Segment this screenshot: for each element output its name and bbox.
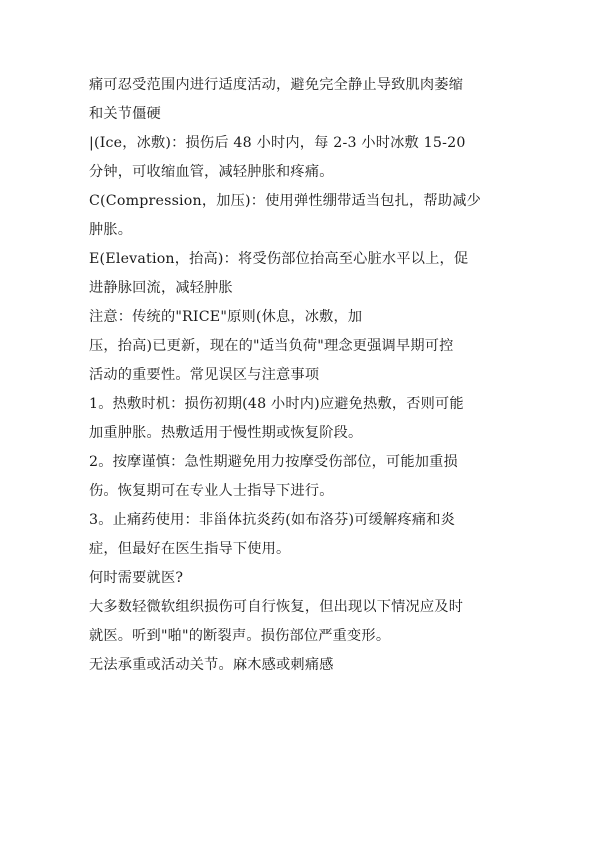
text-line: 无法承重或活动关节。麻木感或刺痛感 bbox=[89, 657, 334, 673]
text-line: 活动的重要性。常见误区与注意事项 bbox=[89, 367, 320, 383]
text-line: 进静脉回流，减轻肿胀 bbox=[89, 280, 233, 296]
text-line: E(Elevation，抬高)：将受伤部位抬高至心脏水平以上，促 bbox=[89, 251, 469, 267]
text-line: 痛可忍受范围内进行适度活动，避免完全静止导致肌肉萎缩 bbox=[89, 77, 464, 93]
text-line: 注意：传统的"RICE"原则(休息，冰敷，加 bbox=[89, 309, 363, 325]
text-line: |(Ice，冰敷)：损伤后 48 小时内，每 2-3 小时冰敷 15-20 bbox=[89, 135, 466, 151]
text-line: 大多数轻微软组织损伤可自行恢复，但出现以下情况应及时 bbox=[89, 599, 464, 615]
document-body bbox=[89, 71, 519, 680]
text-line: 就医。听到"啪"的断裂声。损伤部位严重变形。 bbox=[89, 628, 391, 644]
text-line: 分钟，可收缩血管，减轻肿胀和疼痛。 bbox=[89, 164, 334, 180]
text-line: 压，抬高)已更新，现在的"适当负荷"理念更强调早期可控 bbox=[89, 338, 454, 354]
section-heading: 何时需要就医? bbox=[89, 570, 184, 586]
text-line: C(Compression，加压)：使用弹性绷带适当包扎，帮助减少 bbox=[89, 193, 481, 209]
text-line: 肿胀。 bbox=[89, 222, 133, 238]
text-line: 2。按摩谨慎：急性期避免用力按摩受伤部位，可能加重损 bbox=[89, 454, 458, 470]
text-line: 伤。恢复期可在专业人士指导下进行。 bbox=[89, 483, 334, 499]
text-line: 和关节僵硬 bbox=[89, 106, 161, 122]
text-line: 加重肿胀。热敷适用于慢性期或恢复阶段。 bbox=[89, 425, 363, 441]
text-line: 3。止痛药使用：非甾体抗炎药(如布洛芬)可缓解疼痛和炎 bbox=[89, 512, 455, 528]
text-line: 1。热敷时机：损伤初期(48 小时内)应避免热敷，否则可能 bbox=[89, 396, 464, 412]
text-line: 症，但最好在医生指导下使用。 bbox=[89, 541, 291, 557]
